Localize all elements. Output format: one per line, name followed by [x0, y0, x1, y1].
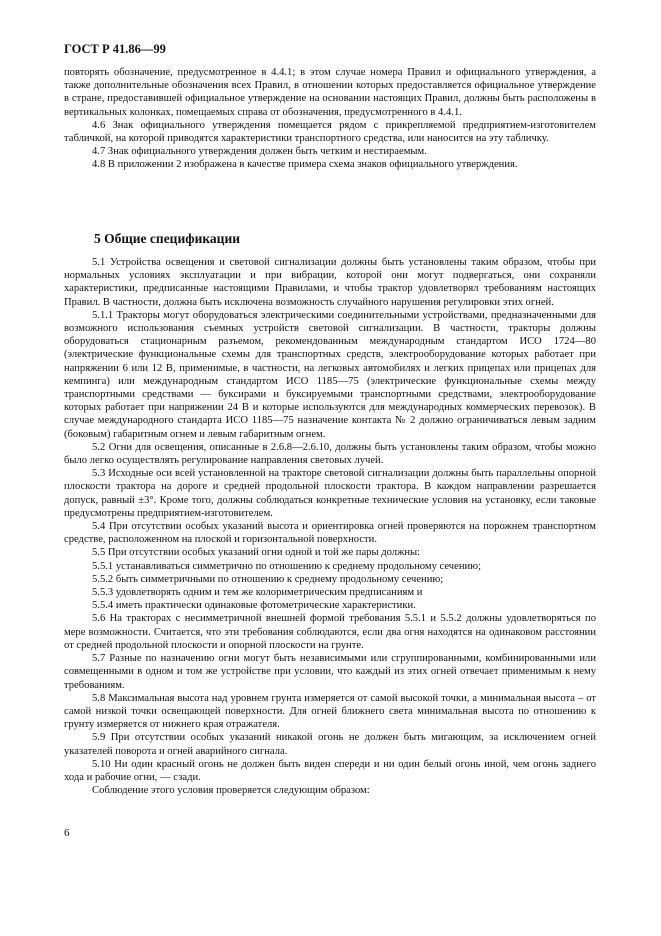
paragraph: 5.3 Исходные оси всей установленной на тракторе световой сигнализации должны быть параллельны опорной плоскости трактора на дороге и средней продольной плоскости трактора. В каждом направлении разрешается допуск, равный ±3°. Кроме того, должны соблюдаться конкретные технические условия на установку, если таковые предусмотрены предприятием-изготовителем. [64, 468, 596, 519]
paragraph: 5.5.1 устанавливаться симметрично по отношению к среднему продольному сечению; [92, 560, 482, 572]
top-text-block [64, 66, 596, 172]
paragraph: 5.5.2 быть симметричными по отношению к среднему продольному сечению; [92, 573, 444, 585]
paragraph: 4.8 В приложении 2 изображена в качестве примера схема знаков официального утверждения. [92, 159, 518, 171]
paragraph: 5.2 Огни для освещения, описанные в 2.6.8—2.6.10, должны быть установлены таким образом, чтобы можно было легко осуществлять регулирование направления световых лучей. [64, 441, 596, 467]
paragraph: 5.9 При отсутствии особых указаний никакой огонь не должен быть мигающим, за исключением огней указателей поворота и огней аварийного сигнала. [64, 732, 596, 757]
paragraph: 4.7 Знак официального утверждения должен быть четким и нестираемым. [92, 146, 427, 158]
paragraph: Соблюдение этого условия проверяется следующим образом: [92, 785, 370, 797]
section-title: 5 Общие спецификации [94, 231, 241, 246]
paragraph: 5.10 Ни один красный огонь не должен быть виден спереди и ни один белый огонь иной, чем огонь заднего хода и рабочие огни, — сзади. [64, 758, 596, 783]
page-number: 6 [64, 827, 70, 839]
paragraph: 5.7 Разные по назначению огни могут быть независимыми или сгруппированными, комбинированными или совмещенными в одном и том же устройстве при условии, что каждый из этих огней отвечает применимым к нему требованиям. [64, 653, 596, 691]
section-text-block [64, 256, 596, 797]
paragraph: 5.6 На тракторах с несимметричной внешней формой требования 5.5.1 и 5.5.2 должны удовлетворяться по мере возможности. Считается, что эти требования соблюдаются, если два огня находятся на одинаковом расстоянии от средней продольной плоскости и опорной плоскости на грунте. [64, 613, 596, 651]
paragraph: 5.1.1 Тракторы могут оборудоваться электрическими соединительными устройствами, предназначенными для возможного использования съемных устройств световой сигнализации. В частности, тракторы должны оборудоваться стационарным разъемом, рекомендованным международным стандартом ИСО 1724—80 (электрические функциональные схемы для транспортных средств, электрооборудование которых работает при напряжении 6 или 12 В, применимые, в частности, на легковых автомобилях и легких прицепах или прицепах для кемпинга) или международным стандартом ИСО 1185—75 (электрические функциональные схемы между транспортными средствами — буксирами и буксируемыми транспортными средствами, электрооборудование которых работает при напряжении 24 В и которые используются для международных коммерческих перевозок). В случае международного стандарта ИСО 1185—75 назначение контакта № 2 должно ограничиваться левым задним (боковым) габаритным огнем и левым габаритным огнем. [64, 309, 596, 440]
paragraph: 4.6 Знак официального утверждения помещается рядом с прикрепляемой предприятием-изготовителем табличкой, на которой приводятся характеристики транспортного средства, или наносится на эту табличку. [64, 119, 596, 145]
paragraph: повторять обозначение, предусмотренное в 4.4.1; в этом случае номера Правил и официального утверждения, а также дополнительные обозначения всех Правил, в отношении которых предоставляется официальное утверждение в стране, предоставившей официальное утверждение на основании настоящих Правил, должны быть расположены в вертикальных колонках, помещаемых справа от обозначения, предусмотренного в 4.4.1. [64, 67, 596, 118]
paragraph: 5.4 При отсутствии особых указаний высота и ориентировка огней проверяются на порожнем транспортном средстве, расположенном на плоской и горизонтальной поверхности. [64, 521, 596, 546]
paragraph: 5.5.4 иметь практически одинаковые фотометрические характеристики. [92, 600, 416, 612]
paragraph: 5.5 При отсутствии особых указаний огни одной и той же пары должны: [92, 547, 421, 559]
document-header: ГОСТ Р 41.86—99 [64, 42, 166, 56]
paragraph: 5.8 Максимальная высота над уровнем грунта измеряется от самой высокой точки, а минимальная высота – от самой низкой точки освещающей поверхности. Для огней ближнего света минимальная высота по отношению к грунту измеряется от нижнего края отражателя. [64, 692, 596, 731]
paragraph: 5.5.3 удовлетворять одним и тем же колориметрическим предписаниям и [92, 587, 423, 599]
paragraph: 5.1 Устройства освещения и световой сигнализации должны быть установлены таким образом, чтобы при нормальных условиях эксплуатации и при вибрации, которой они могут подвергаться, они сохраняли характеристики, предписанные настоящими Правилами, и чтобы трактор удовлетворял требованиям настоящих Правил. В частности, должна быть исключена возможность случайного нарушения регулировки этих огней. [64, 257, 596, 308]
